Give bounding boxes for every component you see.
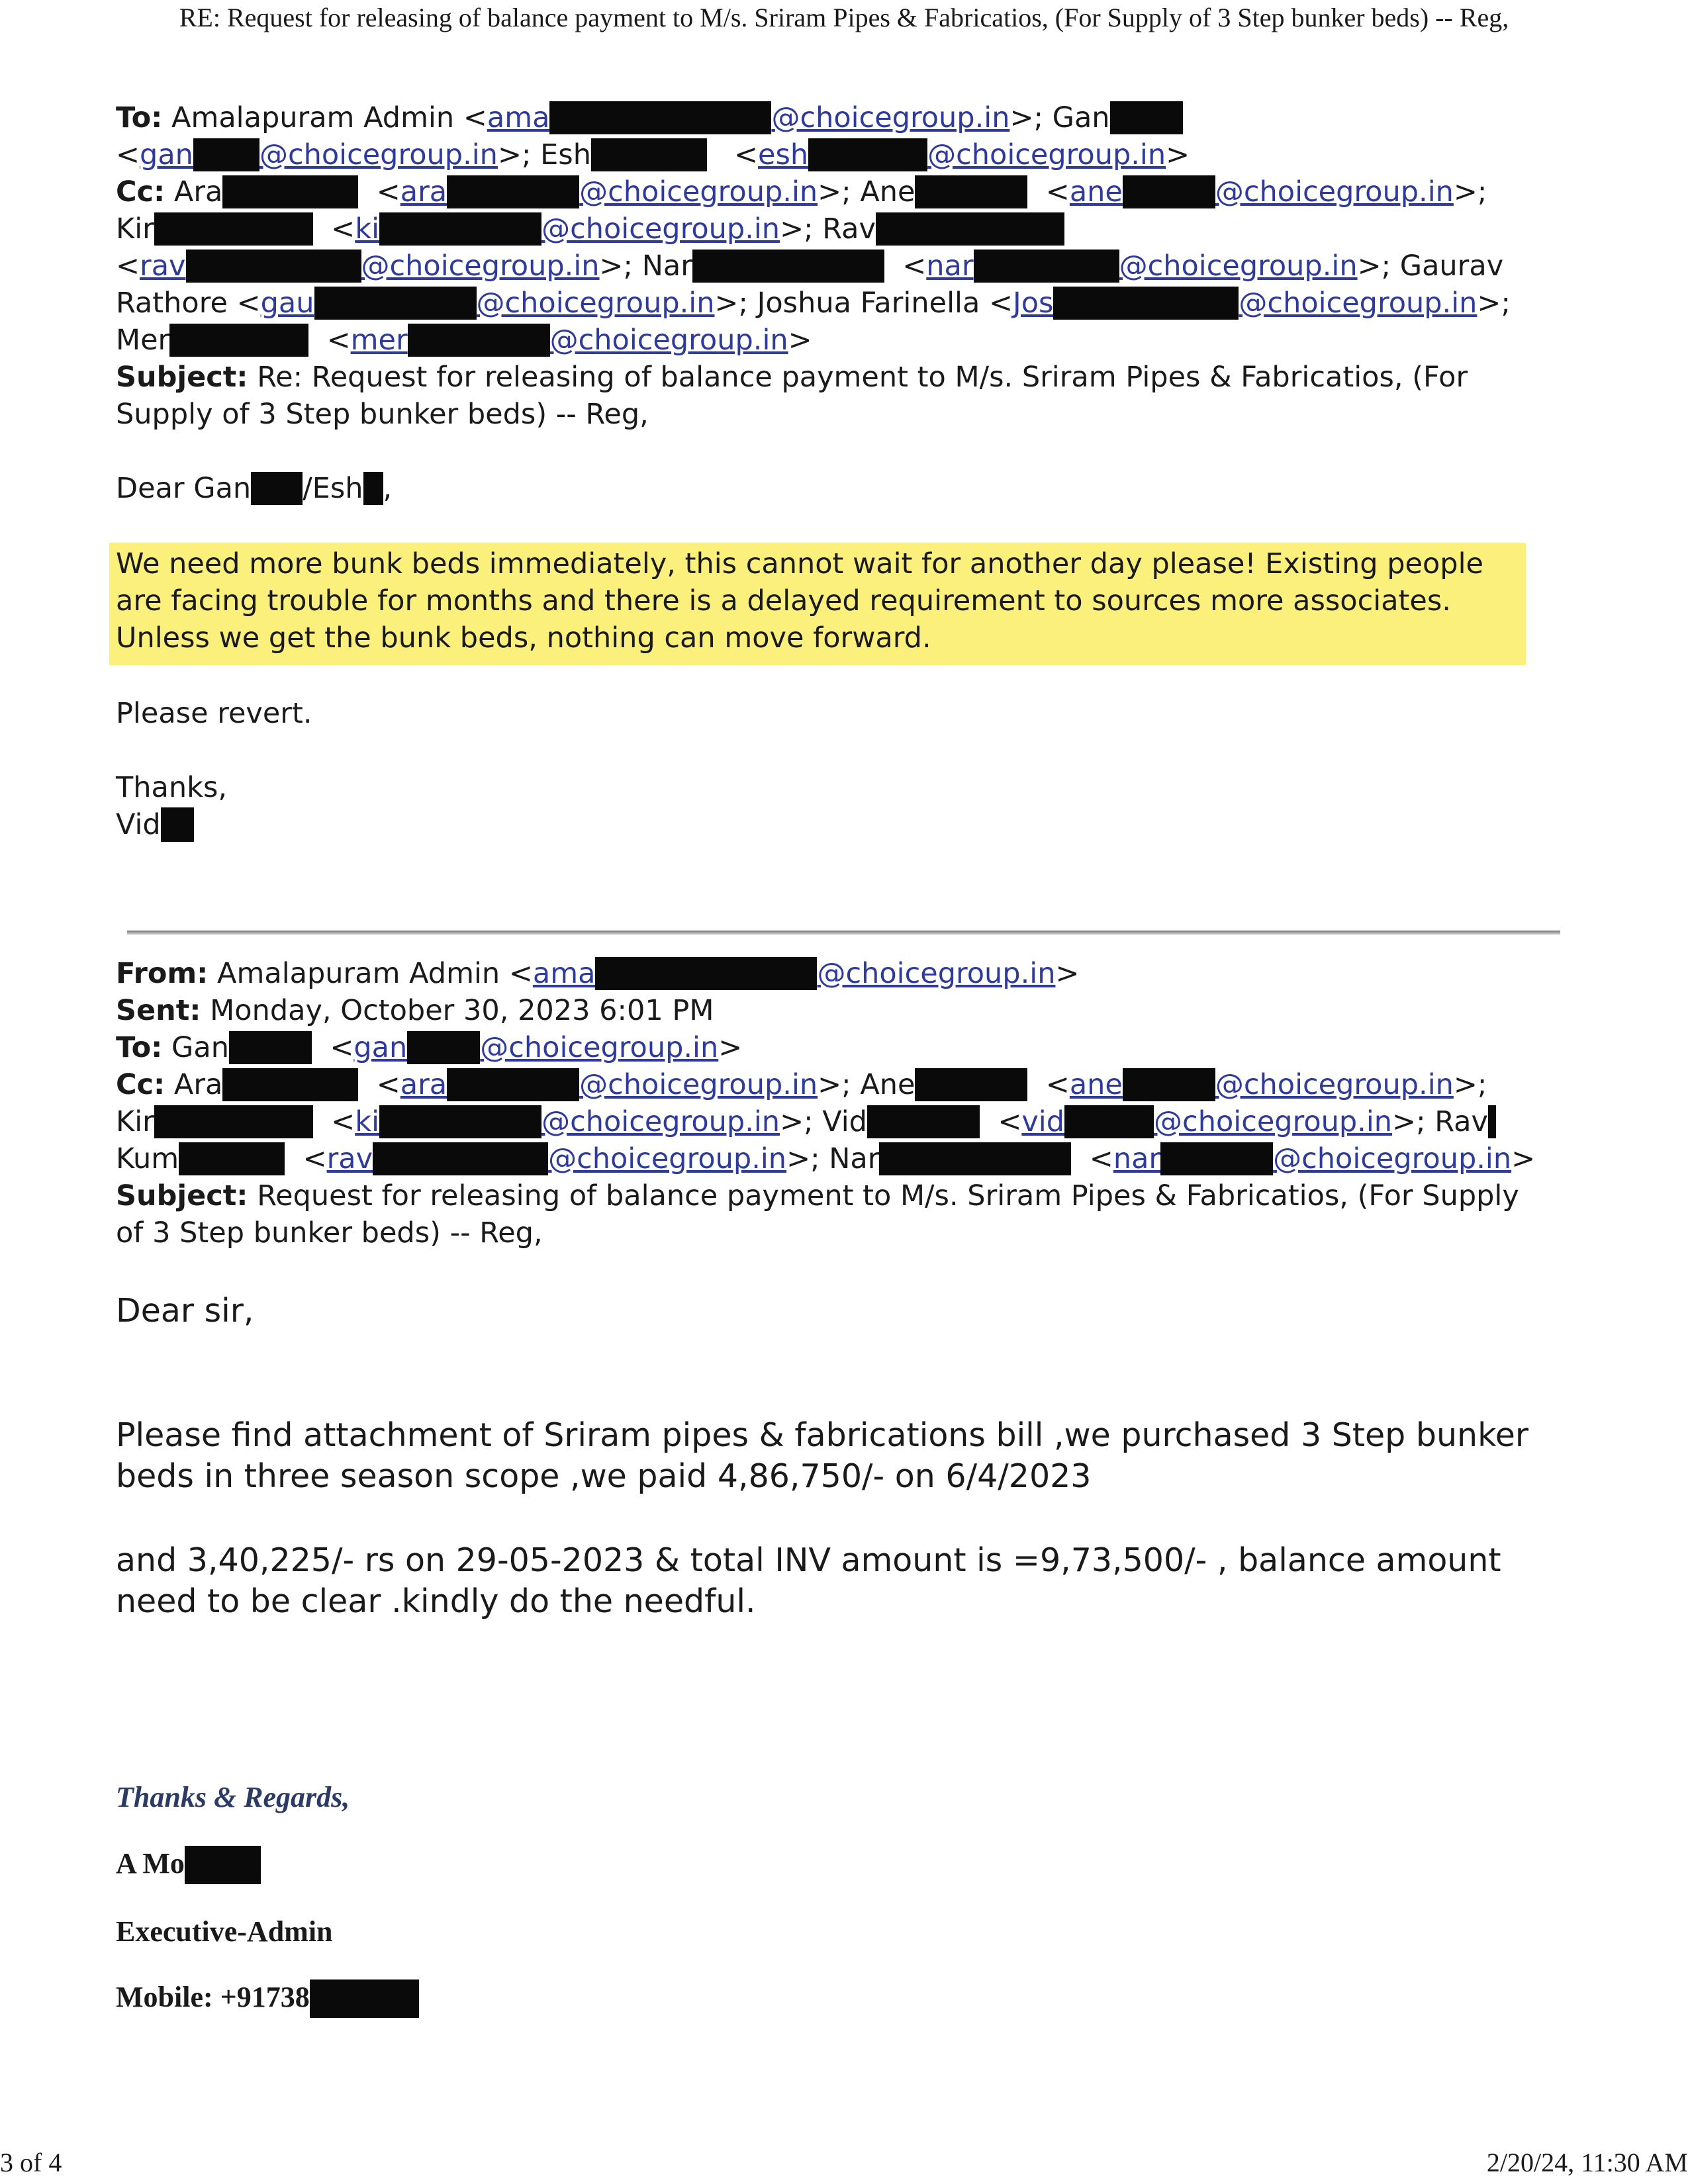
please-revert: Please revert. xyxy=(116,697,312,730)
email-link[interactable]: ara @choicegroup.in xyxy=(400,175,818,208)
redaction-block xyxy=(915,175,1027,208)
redaction-block xyxy=(379,212,541,246)
redaction-block xyxy=(185,1846,261,1884)
print-header-title: RE: Request for releasing of balance payment to M/s. Sriram Pipes & Fabricatios, (For Supply of 3 Step bunker beds) -- Reg, xyxy=(179,3,1509,32)
email-link[interactable]: nar @choicegroup.in xyxy=(1113,1142,1512,1175)
message-separator xyxy=(127,931,1560,934)
redaction-block xyxy=(408,324,550,357)
reply-cc-line3: <rav @choicegroup.in>; Nar <nar @choicegroup.in>; Gaurav xyxy=(116,250,1504,283)
sig-mobile: Mobile: +91738 xyxy=(116,1980,419,2018)
redaction-block xyxy=(154,1105,313,1138)
redaction-block xyxy=(314,287,477,320)
redaction-block xyxy=(1488,1105,1496,1138)
redaction-block xyxy=(879,1142,1071,1175)
reply-cc-line2: Kir <ki @choicegroup.in>; Rav xyxy=(116,210,1064,248)
print-datetime: 2/20/24, 11:30 AM xyxy=(1486,2148,1688,2177)
orig-cc-line3: Kum <rav @choicegroup.in>; Nar <nar @choicegroup.in> xyxy=(116,1142,1536,1175)
orig-para2-line2: need to be clear .kindly do the needful. xyxy=(116,1582,756,1620)
to-name: Amalapuram Admin < xyxy=(171,101,487,134)
email-link[interactable]: ane @choicegroup.in xyxy=(1069,175,1454,208)
redaction-block xyxy=(1123,175,1215,208)
redaction-block xyxy=(1064,1105,1154,1138)
email-link[interactable]: ki @choicegroup.in xyxy=(355,1105,780,1138)
subject-label: Subject: xyxy=(116,1179,248,1212)
redaction-block xyxy=(186,250,361,283)
email-link[interactable]: mer @choicegroup.in xyxy=(350,324,788,357)
to-label: To: xyxy=(116,1031,163,1064)
reply-cc-line1: Cc: Ara <ara @choicegroup.in>; Ane <ane @choicegroup.in>; xyxy=(116,175,1487,208)
orig-para1-line1: Please find attachment of Sriram pipes & fabrications bill ,we purchased 3 Step bunker xyxy=(116,1416,1528,1454)
redaction-block xyxy=(229,1031,312,1064)
orig-cc-line2: Kir <ki @choicegroup.in>; Vid <vid @choicegroup.in>; Rav xyxy=(116,1103,1496,1140)
redaction-block xyxy=(808,138,927,171)
redaction-block xyxy=(379,1105,541,1138)
reply-subject-line2: Supply of 3 Step bunker beds) -- Reg, xyxy=(116,398,649,431)
email-link[interactable]: ama @choicegroup.in xyxy=(487,101,1010,134)
email-link[interactable]: rav @choicegroup.in xyxy=(326,1142,787,1175)
page-number: 3 of 4 xyxy=(0,2148,62,2177)
orig-greeting: Dear sir, xyxy=(116,1292,254,1330)
reply-subject-line1: Subject: Re: Request for releasing of balance payment to M/s. Sriram Pipes & Fabricatios, (For xyxy=(116,361,1468,394)
redaction-block xyxy=(363,472,383,505)
redaction-block xyxy=(591,138,707,171)
redaction-block xyxy=(447,1068,579,1101)
orig-para2-line1: and 3,40,225/- rs on 29-05-2023 & total INV amount is =9,73,500/- , balance amount xyxy=(116,1541,1501,1579)
redaction-block xyxy=(407,1031,480,1064)
redaction-block xyxy=(1160,1142,1273,1175)
redaction-block xyxy=(447,175,579,208)
redaction-block xyxy=(222,175,358,208)
reply-cc-line5: Mer <mer @choicegroup.in> xyxy=(116,324,812,357)
highlight-line1: We need more bunk beds immediately, this cannot wait for another day please! Existing people xyxy=(116,547,1483,580)
redaction-block xyxy=(161,807,194,842)
redaction-block xyxy=(549,101,771,134)
redaction-block xyxy=(251,472,303,505)
orig-subject-line1: Subject: Request for releasing of balance payment to M/s. Sriram Pipes & Fabricatios, (For Supply xyxy=(116,1179,1519,1212)
redaction-block xyxy=(1110,101,1183,134)
email-link[interactable]: vid @choicegroup.in xyxy=(1021,1105,1393,1138)
redaction-block xyxy=(193,138,259,171)
orig-subject-line2: of 3 Step bunker beds) -- Reg, xyxy=(116,1216,543,1250)
redaction-block xyxy=(974,250,1119,283)
cc-label: Cc: xyxy=(116,1068,165,1101)
to-label: To: xyxy=(116,101,163,134)
cc-label: Cc: xyxy=(116,175,165,208)
orig-sent-line: Sent: Monday, October 30, 2023 6:01 PM xyxy=(116,994,714,1027)
redaction-block xyxy=(310,1979,419,2018)
email-link[interactable]: gau @choicegroup.in xyxy=(260,287,715,320)
redaction-block xyxy=(1053,287,1239,320)
reply-to-line2: <gan @choicegroup.in>; Esh <esh @choicegroup.in> xyxy=(116,138,1190,171)
thanks: Thanks, xyxy=(116,771,228,804)
email-link[interactable]: rav @choicegroup.in xyxy=(140,250,600,283)
redaction-block xyxy=(373,1142,548,1175)
subject-label: Subject: xyxy=(116,361,248,394)
highlight-line3: Unless we get the bunk beds, nothing can move forward. xyxy=(116,621,931,655)
orig-para1-line2: beds in three season scope ,we paid 4,86,750/- on 6/4/2023 xyxy=(116,1457,1092,1495)
redaction-block xyxy=(1123,1068,1215,1101)
redaction-block xyxy=(169,324,308,357)
email-link[interactable]: Jos @choicegroup.in xyxy=(1013,287,1477,320)
email-link[interactable]: esh @choicegroup.in xyxy=(758,138,1166,171)
email-link[interactable]: ane @choicegroup.in xyxy=(1069,1068,1454,1101)
email-link[interactable]: nar @choicegroup.in xyxy=(926,250,1358,283)
reply-signature: Vid xyxy=(116,806,194,843)
redaction-block xyxy=(876,212,1064,246)
redaction-block xyxy=(692,250,884,283)
redaction-block xyxy=(154,212,313,246)
orig-cc-line1: Cc: Ara <ara @choicegroup.in>; Ane <ane @choicegroup.in>; xyxy=(116,1068,1487,1101)
sent-label: Sent: xyxy=(116,994,201,1027)
reply-greeting: Dear Gan /Esh , xyxy=(116,472,393,505)
redaction-block xyxy=(867,1105,980,1138)
from-label: From: xyxy=(116,957,209,990)
email-link[interactable]: gan @choicegroup.in xyxy=(140,138,498,171)
orig-from-line: From: Amalapuram Admin <ama @choicegroup.in> xyxy=(116,957,1080,990)
redaction-block xyxy=(595,957,817,990)
highlight-line2: are facing trouble for months and there is a delayed requirement to sources more associates. xyxy=(116,584,1451,617)
redaction-block xyxy=(222,1068,358,1101)
email-link[interactable]: ama @choicegroup.in xyxy=(532,957,1056,990)
email-link[interactable]: gan @choicegroup.in xyxy=(353,1031,719,1064)
email-link[interactable]: ki @choicegroup.in xyxy=(355,212,780,246)
redaction-block xyxy=(915,1068,1027,1101)
email-link[interactable]: ara @choicegroup.in xyxy=(400,1068,818,1101)
orig-to-line: To: Gan <gan @choicegroup.in> xyxy=(116,1031,743,1064)
redaction-block xyxy=(179,1142,285,1175)
closing: Thanks & Regards, xyxy=(116,1781,350,1813)
reply-cc-line4: Rathore <gau @choicegroup.in>; Joshua Farinella <Jos @choicegroup.in>; xyxy=(116,287,1511,320)
sig-name: A Mo xyxy=(116,1846,261,1884)
reply-to-line1: To: Amalapuram Admin <ama @choicegroup.in>; Gan xyxy=(116,99,1183,136)
sig-title: Executive-Admin xyxy=(116,1915,333,1948)
